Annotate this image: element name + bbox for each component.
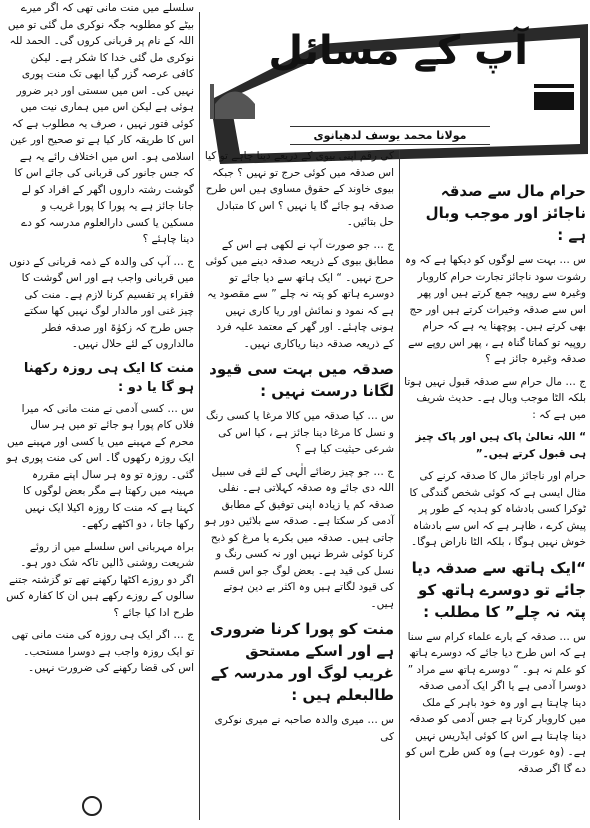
end-marker-icon [82,796,102,816]
paragraph: سلسلے میں منت مانی تھی کہ اگر میرے بیٹے کو مطلوبہ جگہ نوکری مل گئی تو میں اللہ کے نام پر قربانی کروں گی۔ الحمد للہ نوکری مل گئی خدا کا شکر ہے۔ لیکن کافی عرصہ گزر گیا ابھی تک منت پوری نہیں کی۔ اس میں سستی اور دیر ضرور ہوئی ہے لیکن اس میں ہماری نیت میں کوئی فتور نہیں ، صرف یہ مطلوب ہے کہ اس کا طریقہ کار کیا ہے تو صحیح اور عین اسلامی ہو۔ اس میں اختلاف رائے یہ ہے کہ جس جانور کی قربانی کی جائے اس کا گوشت رشتہ داروں اگھر کے افراد کو لے جانا جائز ہے یہ پورا کا پورا غریب و مسکین یا کسی دارالعلوم مدرسہ کو دے دینا چاہئے ؟ [7,2,194,245]
heading-mannat-roza: منت کا ایک ہی روزہ رکھنا ہو گا یا دو : [23,360,194,395]
column-right [400,176,590,828]
heading-ek-haath: “ایک ہاتھ سے صدقہ دیا جائے تو دوسرے ہاتھ کو پتہ نہ چلے” کا مطلب : [411,558,586,621]
paragraph: ج … جو صورت آپ نے لکھی ہے اس کے مطابق بیوی کے ذریعہ صدقہ دینے میں کوئی حرج نہیں۔ “ ایک ہاتھ سے دیا جائے تو دوسرے ہاتھ کو پتہ نہ چلے ” سے مقصود یہ ہے کہ نمود و نمائش اور ریا کاری نہیں ہونی چاہئے۔ اور گھر کے معتمد علیہ فرد کے ذریعہ صدقہ دینا ریاکاری نہیں۔ [205,238,394,350]
paragraph: س … کیا صدقہ میں کالا مرغا یا کسی رنگ و نسل کا مرغا دینا جائز ہے ، کیا اس کی شرعی حیثیت کیا ہے ؟ [205,410,394,455]
heading-haram-sadqa: حرام مال سے صدقہ ناجائز اور موجب وبال ہے : [425,182,586,244]
paragraph: کی رقم اپنی بیوی کے ذریعے دینا چاہے تو کیا اس صدقہ میں کوئی حرج تو نہیں ؟ جبکہ بیوی خاوند کے حقوق مساوی ہیں اس طرح صدقہ ہو جائے گا یا نہیں ؟ اس کا متبادل حل بتائیں۔ [204,150,394,228]
paragraph: س … صدقہ کے بارے علماء کرام سے سنا ہے کہ اس طرح دیا جائے کہ دوسرے ہاتھ کو علم نہ ہو۔ “ دوسرے ہاتھ سے مراد ” دوسرا آدمی ہے یا اگر ایک آدمی صدقہ دینا چاہتا ہے اور وہ خود باہر کے ملک میں کاروبار کرتا ہے جس آدمی کو صدقہ دینا چاہتا ہے اس کا کوئی ایڈریس نہیں ہے۔ (وہ عورت ہے) وہ کس طرح اس کو دے گا اگر صدقہ [405,630,586,775]
heading-sadqa-quyood: صدقہ میں بہت سی قیود لگانا درست نہیں : [209,360,394,400]
author-byline: مولانا محمد یوسف لدھیانوی [290,126,490,145]
masthead [200,4,588,172]
paragraph: س … بہت سے لوگوں کو دیکھا ہے کہ وہ رشوت سود ناجائز تجارت حرام کاروبار وغیرہ سے روپیہ جمع کرتے ہیں اور پھر اس سے صدقہ وخیرات کرتے ہیں اور حج بھی کرتے ہیں۔ پوچھنا یہ ہے کہ حرام روپیہ تو کماتا گناہ ہے ، پھر اس روپے سے صدقہ وغیرہ جائز ہے ؟ [405,254,586,365]
column-divider [199,12,200,820]
column-divider [399,150,400,820]
heading-mannat-zaroori: منت کو پورا کرنا ضروری ہے اور اسکے مستحق غریب لوگ اور مدرسہ کے طالبعلم ہیں : [210,620,394,704]
paragraph: ج … آپ کی والدہ کے ذمہ قربانی کے دنوں میں قربانی واجب ہے اور اس گوشت کا فقراء پر تقسیم کرنا لازم ہے۔ منت کی چیز غنی اور مالدار لوگ نہیں کھا سکتے جس طرح کہ زکوٰۃ اور صدقہ فطر مالداروں کے لئے حلال نہیں۔ [9,255,194,350]
paragraph: س … کسی آدمی نے منت مانی کہ میرا فلاں کام پورا ہو جائے تو میں ہر سال محرم کے مہینے میں یا کسی اور مہینے میں ایک روزہ رکھوں گا۔ اس کی منت پوری ہو گئی۔ روزہ تو وہ ہر سال اپنے مقررہ مہینہ میں رکھتا ہے مگر بعض لوگوں کا کہنا ہے کہ منت کا روزہ اکیلا ایک نہیں رکھا جاتا ، دو اکٹھے رکھے۔ [6,402,194,530]
masthead-title: آپ کے مسائل [268,28,528,74]
paragraph: ج … جو چیز رضائے الٰہی کے لئے فی سبیل اللہ دی جائے وہ صدقہ کہلاتی ہے۔ نفلی صدقہ کم یا زیادہ اپنی توفیق کے مطابق آدمی کر سکتا ہے۔ صدقہ سے بلائیں دور ہو جاتی ہیں۔ صدقہ میں بکرے یا مرغ کو ذبح کرنا کوئی شرط نہیں اور نہ کسی رنگ و نسل کی قید ہے۔ بعض لوگ جو اس قسم کی قیود لگاتے ہیں وہ اکثر بے دین ہوتے ہیں۔ [204,465,394,610]
paragraph: براہ مہربانی اس سلسلے میں از روئے شریعت روشنی ڈالیں تاکہ شک دور ہو۔ اگر دو روزے اکٹھا رکھنے تھے تو گزشتہ جتنے سالوں کے روزے رکھے ہیں ان کا کفارہ کس طرح ادا کیا جائے ؟ [6,540,194,619]
paragraph: ج … مال حرام سے صدقہ قبول نہیں ہوتا بلکہ الٹا موجب وبال ہے۔ حدیث شریف میں ہے کہ : [404,375,586,421]
hadith-quote: “ اللہ تعالیٰ پاک ہیں اور پاک چیز ہی قبول کرتے ہیں۔” [415,431,586,460]
column-left [2,0,198,828]
paragraph: ج … اگر ایک ہی روزہ کی منت مانی تھی تو ایک روزہ واجب ہے دوسرا مستحب۔ اس کی قضا رکھنے کی ضرورت نہیں۔ [11,629,194,674]
column-middle [200,148,398,828]
paragraph: س … میری والدہ صاحبہ نے میری نوکری کی [214,714,394,743]
kaaba-icon [530,74,580,114]
paragraph: حرام اور ناجائز مال کا صدقہ کرنے کی مثال ایسی ہے کہ کوئی شخص گندگی کا ٹوکرا کسی بادشاہ کو ہدیہ کے طور پر پیش کرے ، ظاہر ہے کہ اس سے بادشاہ خوش نہیں ہوگا ، بلکہ الٹا ناراض ہوگا۔ [409,470,586,548]
mosque-icon [210,74,260,124]
